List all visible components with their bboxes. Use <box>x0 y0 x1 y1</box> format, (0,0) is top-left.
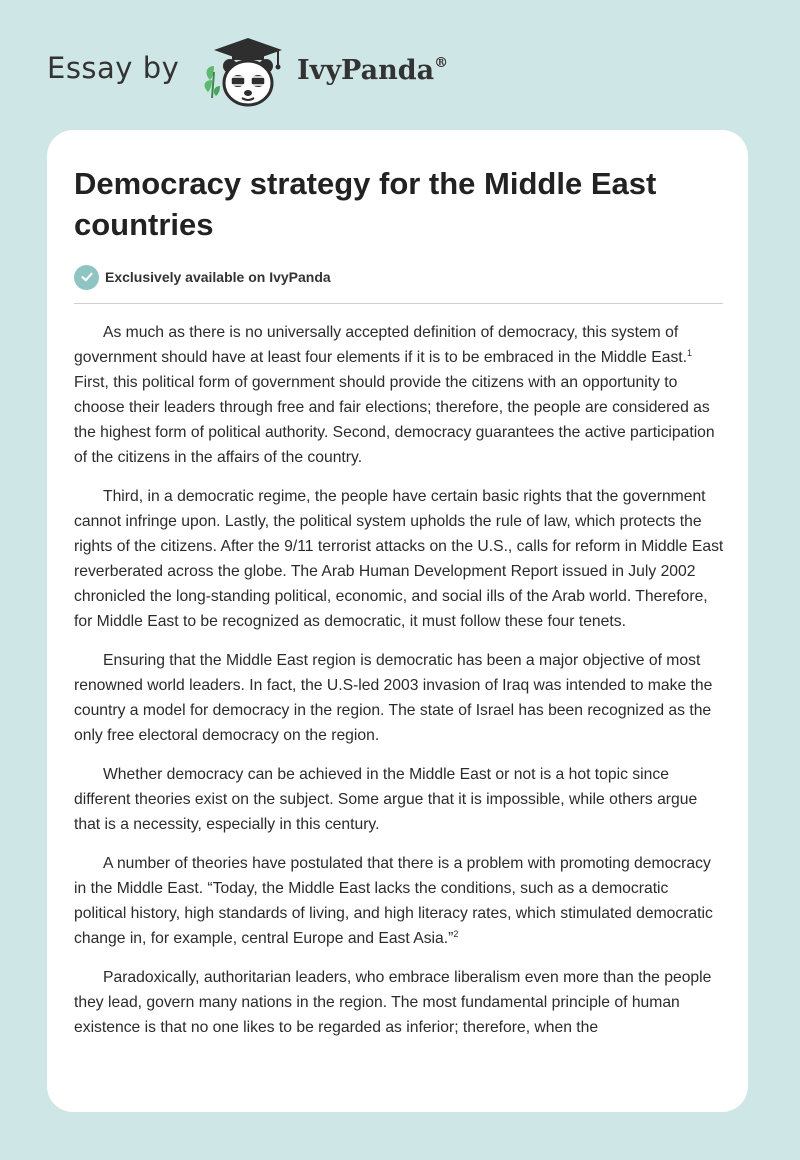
registered-mark: ® <box>434 55 449 71</box>
footnote-marker[interactable]: 2 <box>453 929 459 939</box>
leaf-icon <box>205 66 220 98</box>
paragraph-text: As much as there is no universally accepted definition of democracy, this system of government should have at least four elements if it is to be embraced in the Middle East. <box>74 324 688 366</box>
paragraph-text: Paradoxically, authoritarian leaders, who embrace liberalism even more than the people they lead, govern many nations in the region. The most fundamental principle of human existence is that no one likes to be regarded as inferior; therefore, when the <box>74 969 712 1036</box>
essay-by-label: Essay by <box>47 51 180 85</box>
footnote-marker[interactable]: 1 <box>687 348 693 358</box>
paragraph-text: Ensuring that the Middle East region is democratic has been a major objective of most renowned world leaders. In fact, the U.S-led 2003 invasion of Iraq was intended to make the country a model for democracy in the region. The state of Israel has been recognized as the only free electoral democracy on the region. <box>74 652 713 744</box>
body-paragraph <box>74 762 724 837</box>
paragraph-text: Whether democracy can be achieved in the Middle East or not is a hot topic since different theories exist on the subject. Some argue that it is impossible, while others argue that is a necessity, especially in this century. <box>74 766 698 833</box>
essay-body <box>74 320 724 1054</box>
page-title: Democracy strategy for the Middle East countries <box>74 166 657 242</box>
divider <box>74 303 723 304</box>
paragraph-text: First, this political form of government should provide the citizens with an opportunity to choose their leaders through free and fair elections; therefore, the people are considered as the highest form of political authority. Second, democracy guarantees the active participation of the citizens in the affairs of the country. <box>74 374 715 466</box>
body-paragraph <box>74 648 724 748</box>
brand-name-text: IvyPanda <box>297 55 435 86</box>
body-paragraph <box>74 320 724 470</box>
body-paragraph <box>74 965 724 1040</box>
essay-card <box>47 130 748 1112</box>
body-paragraph <box>74 484 724 634</box>
brand-name <box>297 55 448 86</box>
exclusive-badge <box>74 264 331 290</box>
exclusive-badge-label: Exclusively available on IvyPanda <box>105 269 331 285</box>
site-header <box>47 36 547 108</box>
panda-logo-icon[interactable] <box>202 36 294 108</box>
paragraph-text: Third, in a democratic regime, the people have certain basic rights that the government cannot infringe upon. Lastly, the political system upholds the rule of law, which protects the rights of the citizens. After the 9/11 terrorist attacks on the U.S., calls for reform in Middle East reverberated across the globe. The Arab Human Development Report issued in July 2002 chronicled the long-standing political, economic, and social ills of the Arab world. Therefore, for Middle East to be recognized as democratic, it must follow these four tenets. <box>74 488 724 630</box>
check-icon <box>74 265 99 290</box>
body-paragraph <box>74 851 724 951</box>
paragraph-text: A number of theories have postulated that there is a problem with promoting democracy in the Middle East. “Today, the Middle East lacks the conditions, such as a democratic political history, high standards of living, and high literacy rates, which stimulated democratic change in, for example, central Europe and East Asia.” <box>74 855 713 947</box>
